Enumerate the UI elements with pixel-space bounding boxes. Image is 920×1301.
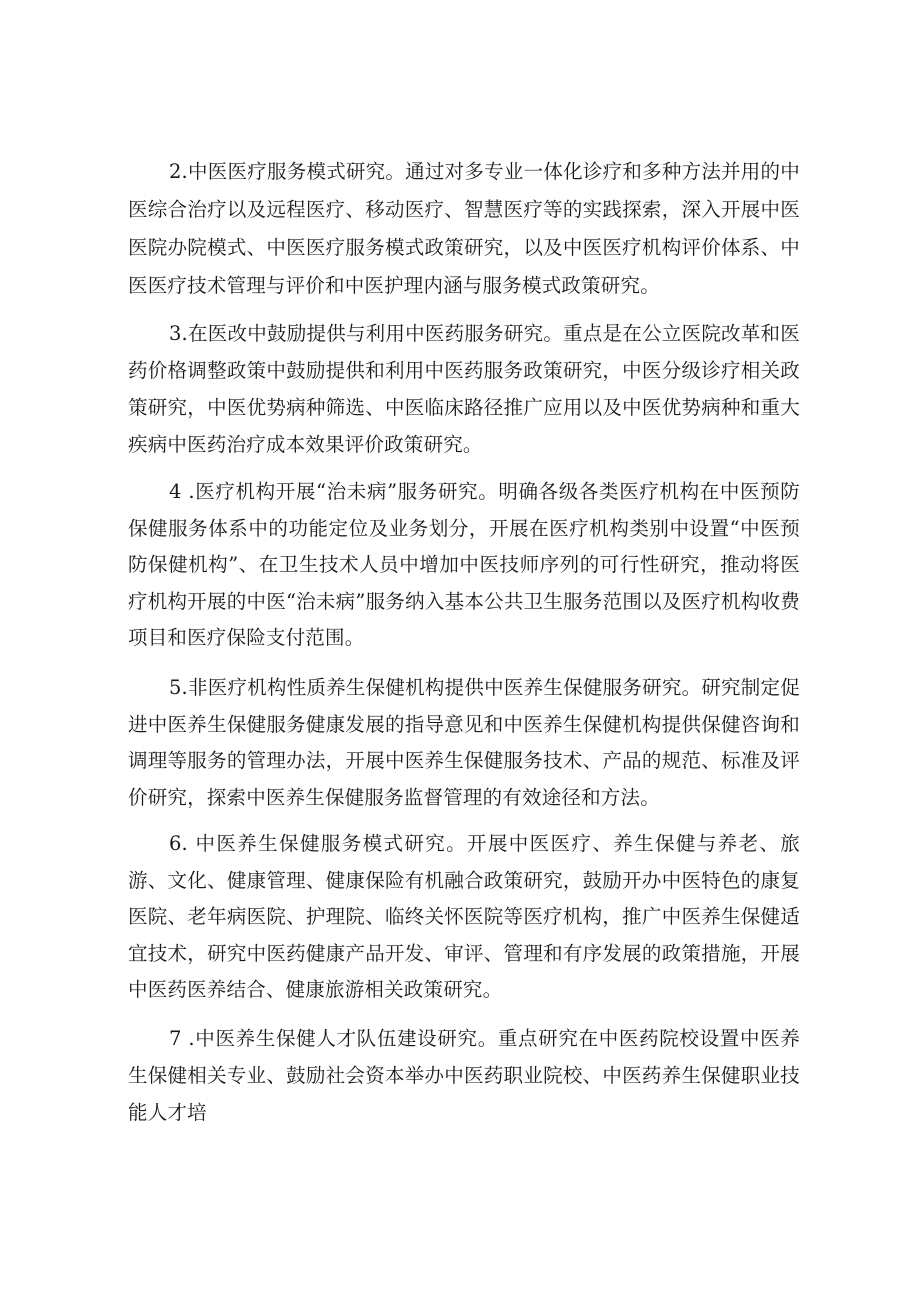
- paragraph-7: 7 .中医养生保健人才队伍建设研究。重点研究在中医药院校设置中医养生保健相关专业、鼓励社会资本举办中医药职业院校、中医药养生保健职业技能人才培: [128, 1027, 800, 1124]
- paragraph-3: 3.在医改中鼓励提供与利用中医药服务研究。重点是在公立医院改革和医药价格调整政策中鼓励提供和利用中医药服务政策研究，中医分级诊疗相关政策研究，中医优势病种筛选、中医临床路径推广应用以及中医优势病种和重大疾病中医药治疗成本效果评价政策研究。: [128, 322, 800, 456]
- paragraph-6: 6. 中医养生保健服务模式研究。开展中医医疗、养生保健与养老、旅游、文化、健康管理、健康保险有机融合政策研究，鼓励开办中医特色的康复医院、老年病医院、护理院、临终关怀医院等医疗机构，推广中医养生保健适宜技术，研究中医药健康产品开发、审评、管理和有序发展的政策措施，开展中医药医养结合、健康旅游相关政策研究。: [128, 832, 800, 1001]
- paragraph-4: 4 .医疗机构开展“治未病”服务研究。明确各级各类医疗机构在中医预防保健服务体系中的功能定位及业务划分，开展在医疗机构类别中设置“中医预防保健机构”、在卫生技术人员中增加中医技师序列的可行性研究，推动将医疗机构开展的中医“治未病”服务纳入基本公共卫生服务范围以及医疗机构收费项目和医疗保险支付范围。: [128, 480, 800, 649]
- paragraph-5: 5.非医疗机构性质养生保健机构提供中医养生保健服务研究。研究制定促进中医养生保健服务健康发展的指导意见和中医养生保健机构提供保健咨询和调理等服务的管理办法，开展中医养生保健服务技术、产品的规范、标准及评价研究，探索中医养生保健服务监督管理的有效途径和方法。: [128, 676, 800, 809]
- paragraph-2: 2.中医医疗服务模式研究。通过对多专业一体化诊疗和多种方法并用的中医综合治疗以及远程医疗、移动医疗、智慧医疗等的实践探索，深入开展中医医院办院模式、中医医疗服务模式政策研究，以及中医医疗机构评价体系、中医医疗技术管理与评价和中医护理内涵与服务模式政策研究。: [128, 160, 800, 297]
